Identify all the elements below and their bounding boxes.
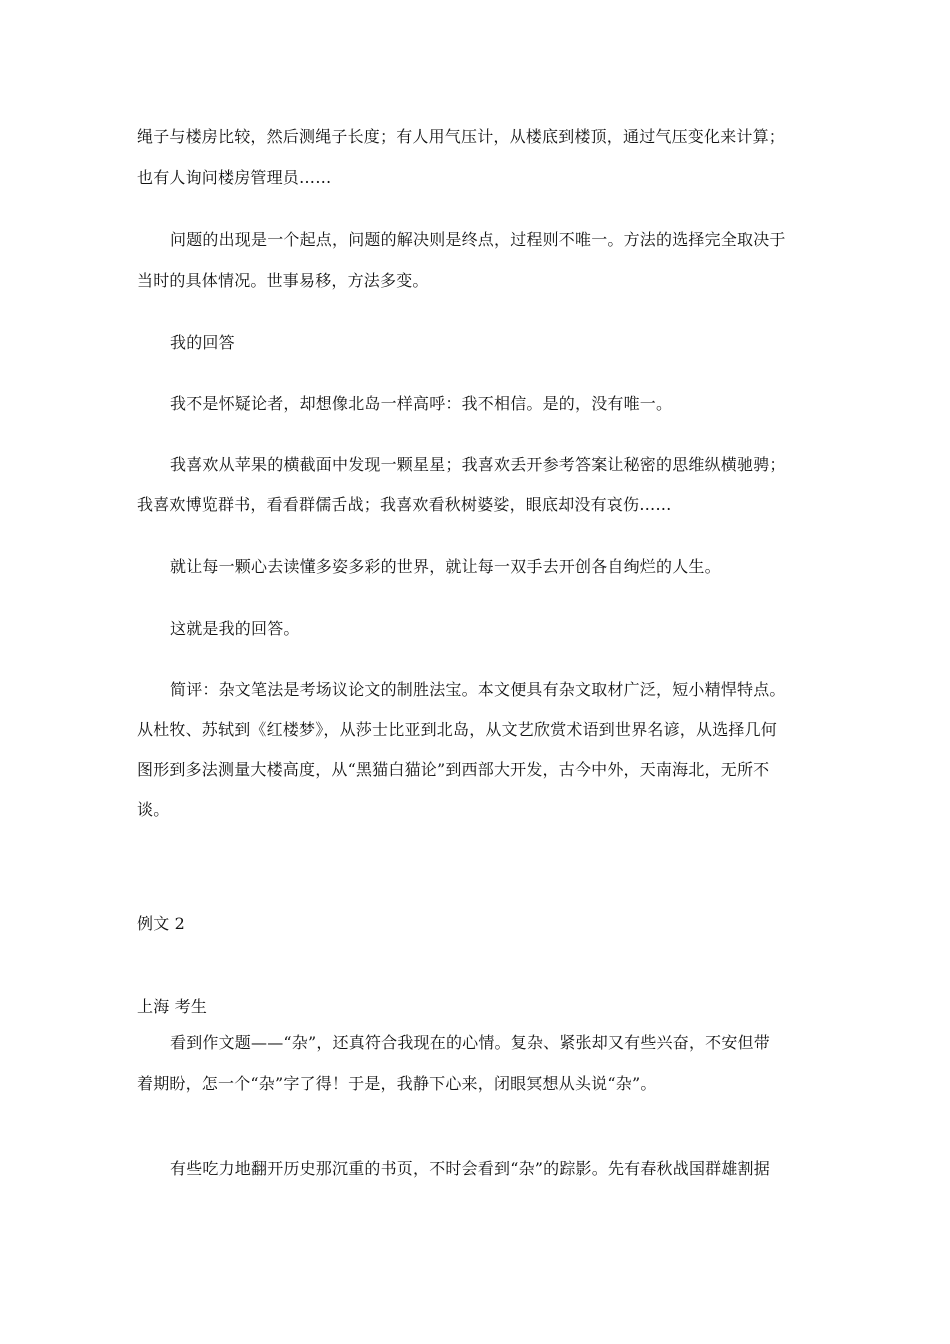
- text-line: 有些吃力地翻开历史那沉重的书页，不时会看到“杂”的踪影。先有春秋战国群雄割据: [170, 1159, 770, 1178]
- text-line: 我不是怀疑论者，却想像北岛一样高呼：我不相信。是的，没有唯一。: [170, 394, 673, 413]
- text-line: 也有人询问楼房管理员……: [137, 168, 332, 187]
- example-heading: 例文 2: [137, 914, 186, 933]
- text-line: 这就是我的回答。: [170, 619, 300, 638]
- text-line: 就让每一颗心去读懂多姿多彩的世界，就让每一双手去开创各自绚烂的人生。: [170, 557, 721, 576]
- text-line: 看到作文题——“杂”，还真符合我现在的心情。复杂、紧张却又有些兴奋，不安但带: [170, 1033, 770, 1052]
- text-line: 图形到多法测量大楼高度，从“黑猫白猫论”到西部大开发，古今中外，天南海北，无所不: [137, 760, 770, 779]
- text-line: 我喜欢博览群书，看看群儒舌战；我喜欢看秋树婆娑，眼底却没有哀伤……: [137, 495, 672, 514]
- text-line: 着期盼，怎一个“杂”字了得！于是，我静下心来，闭眼冥想从头说“杂”。: [137, 1074, 657, 1093]
- text-line: 问题的出现是一个起点，问题的解决则是终点，过程则不唯一。方法的选择完全取决于: [170, 230, 786, 249]
- text-line: 简评：杂文笔法是考场议论文的制胜法宝。本文便具有杂文取材广泛，短小精悍特点。: [170, 680, 786, 699]
- text-line: 我喜欢从苹果的横截面中发现一颗星星；我喜欢丢开参考答案让秘密的思维纵横驰骋；: [170, 455, 786, 474]
- text-line: 谈。: [137, 800, 170, 819]
- text-line: 当时的具体情况。世事易移，方法多变。: [137, 271, 429, 290]
- text-line: 从杜牧、苏轼到《红楼梦》，从莎士比亚到北岛，从文艺欣赏术语到世界名谚，从选择几何: [137, 720, 778, 739]
- section-heading: 我的回答: [170, 333, 235, 352]
- author-line: 上海 考生: [137, 997, 208, 1016]
- text-line: 绳子与楼房比较，然后测绳子长度；有人用气压计，从楼底到楼顶，通过气压变化来计算；: [137, 127, 786, 146]
